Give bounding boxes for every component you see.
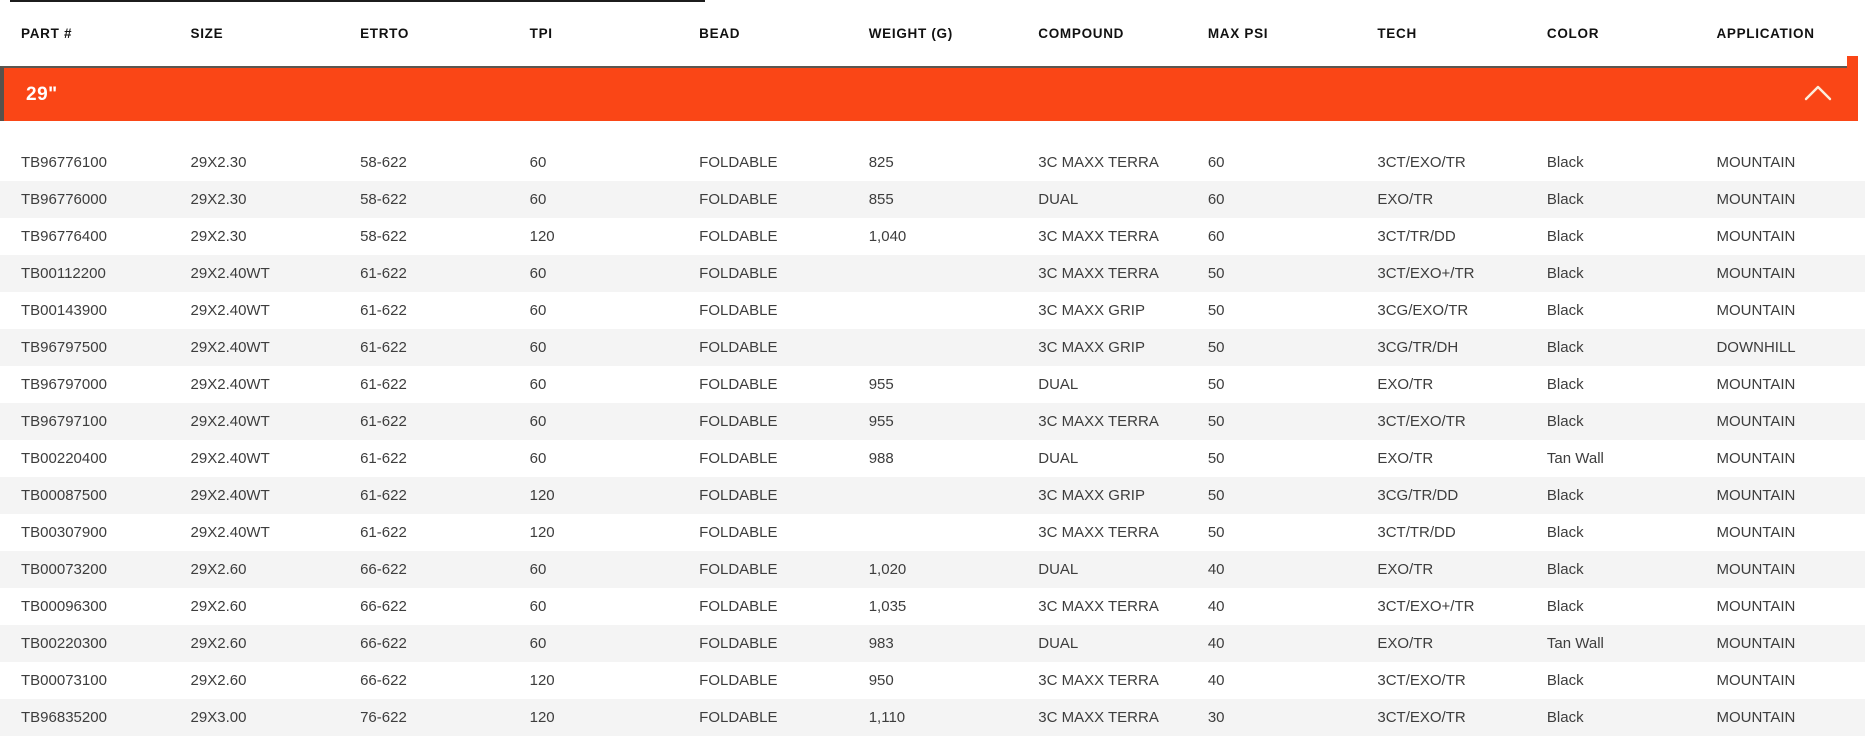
cell-weight: 955 [868, 413, 894, 430]
cell-tech: 3CT/EXO/TR [1377, 672, 1466, 689]
cell-part: TB00307900 [21, 524, 107, 541]
cell-max_psi: 50 [1207, 524, 1225, 541]
column-header-tech: TECH [1377, 25, 1417, 41]
table-row [0, 477, 1865, 514]
cell-tech: EXO/TR [1377, 635, 1434, 652]
cell-size: 29X2.40WT [190, 339, 270, 356]
cell-max_psi: 50 [1207, 265, 1225, 282]
cell-bead: FOLDABLE [699, 376, 778, 393]
cell-etrto: 61-622 [360, 302, 407, 319]
cell-tpi: 120 [529, 709, 555, 726]
cell-application: DOWNHILL [1716, 339, 1796, 356]
cell-bead: FOLDABLE [699, 302, 778, 319]
cell-weight: 825 [868, 154, 894, 171]
cell-color: Black [1546, 265, 1584, 282]
column-header-weight: WEIGHT (G) [868, 25, 953, 41]
cell-tech: 3CT/EXO/TR [1377, 154, 1466, 171]
cell-etrto: 61-622 [360, 339, 407, 356]
table-row [0, 440, 1865, 477]
cell-max_psi: 50 [1207, 413, 1225, 430]
table-row [0, 403, 1865, 440]
table-row [0, 255, 1865, 292]
cell-max_psi: 60 [1207, 191, 1225, 208]
cell-part: TB96797000 [21, 376, 107, 393]
cell-compound: 3C MAXX TERRA [1038, 228, 1159, 245]
cell-color: Black [1546, 154, 1584, 171]
cell-tech: 3CT/EXO+/TR [1377, 598, 1475, 615]
cell-etrto: 61-622 [360, 376, 407, 393]
table-row [0, 181, 1865, 218]
cell-part: TB00073100 [21, 672, 107, 689]
cell-application: MOUNTAIN [1716, 672, 1796, 689]
column-header-compound: COMPOUND [1038, 25, 1125, 41]
cell-compound: DUAL [1038, 376, 1079, 393]
cell-max_psi: 50 [1207, 339, 1225, 356]
table-row [0, 625, 1865, 662]
cell-bead: FOLDABLE [699, 450, 778, 467]
cell-bead: FOLDABLE [699, 339, 778, 356]
cell-tech: 3CG/EXO/TR [1377, 302, 1469, 319]
cell-tpi: 60 [529, 191, 547, 208]
cell-compound: 3C MAXX TERRA [1038, 524, 1159, 541]
cell-color: Black [1546, 561, 1584, 578]
cell-max_psi: 30 [1207, 709, 1225, 726]
cell-weight: 988 [868, 450, 894, 467]
cell-application: MOUNTAIN [1716, 524, 1796, 541]
cell-size: 29X3.00 [190, 709, 247, 726]
section-title: 29" [26, 83, 58, 105]
cell-max_psi: 40 [1207, 672, 1225, 689]
cell-etrto: 61-622 [360, 265, 407, 282]
cell-tpi: 60 [529, 413, 547, 430]
cell-max_psi: 40 [1207, 598, 1225, 615]
cell-weight: 950 [868, 672, 894, 689]
cell-tpi: 60 [529, 339, 547, 356]
cell-bead: FOLDABLE [699, 672, 778, 689]
cell-color: Black [1546, 598, 1584, 615]
cell-weight: 1,020 [868, 561, 907, 578]
cell-tech: EXO/TR [1377, 376, 1434, 393]
table-row [0, 218, 1865, 255]
cell-application: MOUNTAIN [1716, 265, 1796, 282]
cell-bead: FOLDABLE [699, 635, 778, 652]
cell-etrto: 61-622 [360, 487, 407, 504]
cell-size: 29X2.60 [190, 672, 247, 689]
cell-etrto: 58-622 [360, 191, 407, 208]
column-header-size: SIZE [190, 25, 224, 41]
cell-compound: DUAL [1038, 635, 1079, 652]
cell-color: Tan Wall [1546, 450, 1604, 467]
cell-size: 29X2.60 [190, 561, 247, 578]
cell-bead: FOLDABLE [699, 561, 778, 578]
cell-compound: DUAL [1038, 450, 1079, 467]
cell-bead: FOLDABLE [699, 709, 778, 726]
cell-color: Black [1546, 709, 1584, 726]
cell-max_psi: 50 [1207, 376, 1225, 393]
cell-etrto: 58-622 [360, 228, 407, 245]
cell-max_psi: 50 [1207, 450, 1225, 467]
table-row [0, 366, 1865, 403]
cell-bead: FOLDABLE [699, 228, 778, 245]
cell-tpi: 60 [529, 450, 547, 467]
chevron-up-icon[interactable] [1804, 84, 1832, 106]
cell-application: MOUNTAIN [1716, 561, 1796, 578]
cell-part: TB00087500 [21, 487, 107, 504]
table-row [0, 699, 1865, 736]
cell-weight: 1,035 [868, 598, 907, 615]
cell-size: 29X2.30 [190, 191, 247, 208]
cell-compound: 3C MAXX TERRA [1038, 672, 1159, 689]
cell-weight: 1,040 [868, 228, 907, 245]
cell-compound: 3C MAXX TERRA [1038, 413, 1159, 430]
cell-tech: 3CT/TR/DD [1377, 228, 1456, 245]
cell-tpi: 60 [529, 265, 547, 282]
cell-tpi: 60 [529, 598, 547, 615]
cell-color: Black [1546, 191, 1584, 208]
cell-part: TB00220400 [21, 450, 107, 467]
column-header-part: PART # [21, 25, 73, 41]
cell-compound: 3C MAXX GRIP [1038, 339, 1145, 356]
cell-application: MOUNTAIN [1716, 413, 1796, 430]
cell-max_psi: 40 [1207, 635, 1225, 652]
cell-tech: 3CT/TR/DD [1377, 524, 1456, 541]
cell-max_psi: 60 [1207, 154, 1225, 171]
cell-etrto: 66-622 [360, 598, 407, 615]
cell-tech: EXO/TR [1377, 561, 1434, 578]
cell-tpi: 120 [529, 487, 555, 504]
table-row [0, 329, 1865, 366]
cell-size: 29X2.30 [190, 228, 247, 245]
table-row [0, 514, 1865, 551]
cell-tpi: 60 [529, 635, 547, 652]
cell-etrto: 76-622 [360, 709, 407, 726]
cell-size: 29X2.60 [190, 598, 247, 615]
cell-application: MOUNTAIN [1716, 598, 1796, 615]
cell-max_psi: 40 [1207, 561, 1225, 578]
section-header-29in[interactable] [0, 66, 1858, 121]
cell-etrto: 66-622 [360, 635, 407, 652]
cell-color: Black [1546, 339, 1584, 356]
cell-tpi: 60 [529, 154, 547, 171]
cell-size: 29X2.40WT [190, 413, 270, 430]
column-header-color: COLOR [1546, 25, 1600, 41]
cell-size: 29X2.60 [190, 635, 247, 652]
cell-compound: 3C MAXX TERRA [1038, 265, 1159, 282]
table-header-row [0, 0, 1865, 66]
cell-etrto: 66-622 [360, 561, 407, 578]
cell-application: MOUNTAIN [1716, 302, 1796, 319]
cell-size: 29X2.40WT [190, 524, 270, 541]
cell-size: 29X2.40WT [190, 376, 270, 393]
cell-part: TB00096300 [21, 598, 107, 615]
table-body [0, 144, 1865, 736]
cell-size: 29X2.40WT [190, 302, 270, 319]
cell-tech: 3CG/TR/DD [1377, 487, 1459, 504]
cell-tech: 3CT/EXO+/TR [1377, 265, 1475, 282]
cell-bead: FOLDABLE [699, 191, 778, 208]
column-header-bead: BEAD [699, 25, 741, 41]
cell-bead: FOLDABLE [699, 524, 778, 541]
cell-bead: FOLDABLE [699, 598, 778, 615]
cell-etrto: 61-622 [360, 413, 407, 430]
cell-etrto: 58-622 [360, 154, 407, 171]
cell-bead: FOLDABLE [699, 487, 778, 504]
cell-compound: 3C MAXX TERRA [1038, 154, 1159, 171]
cell-color: Black [1546, 524, 1584, 541]
cell-part: TB96776400 [21, 228, 107, 245]
cell-application: MOUNTAIN [1716, 709, 1796, 726]
cell-application: MOUNTAIN [1716, 191, 1796, 208]
cell-application: MOUNTAIN [1716, 376, 1796, 393]
cell-size: 29X2.40WT [190, 487, 270, 504]
cell-tech: EXO/TR [1377, 191, 1434, 208]
cell-tpi: 120 [529, 524, 555, 541]
cell-tech: 3CG/TR/DH [1377, 339, 1459, 356]
cell-etrto: 61-622 [360, 450, 407, 467]
cell-compound: DUAL [1038, 191, 1079, 208]
column-header-max-psi: MAX PSI [1207, 25, 1269, 41]
cell-weight: 983 [868, 635, 894, 652]
column-header-etrto: ETRTO [360, 25, 410, 41]
cell-application: MOUNTAIN [1716, 154, 1796, 171]
cell-tech: 3CT/EXO/TR [1377, 413, 1466, 430]
cell-part: TB96797500 [21, 339, 107, 356]
cell-max_psi: 50 [1207, 302, 1225, 319]
cell-tpi: 120 [529, 672, 555, 689]
cell-application: MOUNTAIN [1716, 487, 1796, 504]
cell-part: TB00112200 [21, 265, 106, 282]
cell-weight: 855 [868, 191, 894, 208]
cell-application: MOUNTAIN [1716, 635, 1796, 652]
cell-compound: 3C MAXX TERRA [1038, 709, 1159, 726]
cell-weight: 1,110 [868, 709, 906, 726]
cell-color: Black [1546, 672, 1584, 689]
cell-color: Black [1546, 413, 1584, 430]
column-header-tpi: TPI [529, 25, 553, 41]
cell-part: TB00073200 [21, 561, 107, 578]
cell-application: MOUNTAIN [1716, 228, 1796, 245]
cell-tech: 3CT/EXO/TR [1377, 709, 1466, 726]
cell-part: TB96776000 [21, 191, 107, 208]
cell-size: 29X2.30 [190, 154, 247, 171]
cell-size: 29X2.40WT [190, 265, 270, 282]
cell-compound: 3C MAXX GRIP [1038, 487, 1145, 504]
cell-max_psi: 60 [1207, 228, 1225, 245]
table-top-border [10, 0, 705, 2]
table-row [0, 551, 1865, 588]
cell-color: Black [1546, 487, 1584, 504]
cell-tpi: 60 [529, 376, 547, 393]
cell-bead: FOLDABLE [699, 265, 778, 282]
cell-max_psi: 50 [1207, 487, 1225, 504]
cell-application: MOUNTAIN [1716, 450, 1796, 467]
table-row [0, 588, 1865, 625]
cell-part: TB96797100 [21, 413, 107, 430]
cell-tech: EXO/TR [1377, 450, 1434, 467]
cell-part: TB00220300 [21, 635, 107, 652]
cell-etrto: 61-622 [360, 524, 407, 541]
cell-compound: DUAL [1038, 561, 1079, 578]
table-row [0, 662, 1865, 699]
table-row [0, 144, 1865, 181]
cell-color: Black [1546, 376, 1584, 393]
cell-part: TB96835200 [21, 709, 107, 726]
cell-compound: 3C MAXX TERRA [1038, 598, 1159, 615]
cell-compound: 3C MAXX GRIP [1038, 302, 1145, 319]
table-row [0, 292, 1865, 329]
cell-tpi: 60 [529, 302, 547, 319]
cell-color: Black [1546, 228, 1584, 245]
cell-part: TB00143900 [21, 302, 107, 319]
cell-tpi: 120 [529, 228, 555, 245]
cell-bead: FOLDABLE [699, 154, 778, 171]
column-header-application: APPLICATION [1716, 25, 1815, 41]
cell-color: Tan Wall [1546, 635, 1604, 652]
cell-weight: 955 [868, 376, 894, 393]
cell-part: TB96776100 [21, 154, 107, 171]
cell-tpi: 60 [529, 561, 547, 578]
cell-color: Black [1546, 302, 1584, 319]
cell-etrto: 66-622 [360, 672, 407, 689]
section-corner-tab [1847, 56, 1858, 68]
cell-size: 29X2.40WT [190, 450, 270, 467]
cell-bead: FOLDABLE [699, 413, 778, 430]
